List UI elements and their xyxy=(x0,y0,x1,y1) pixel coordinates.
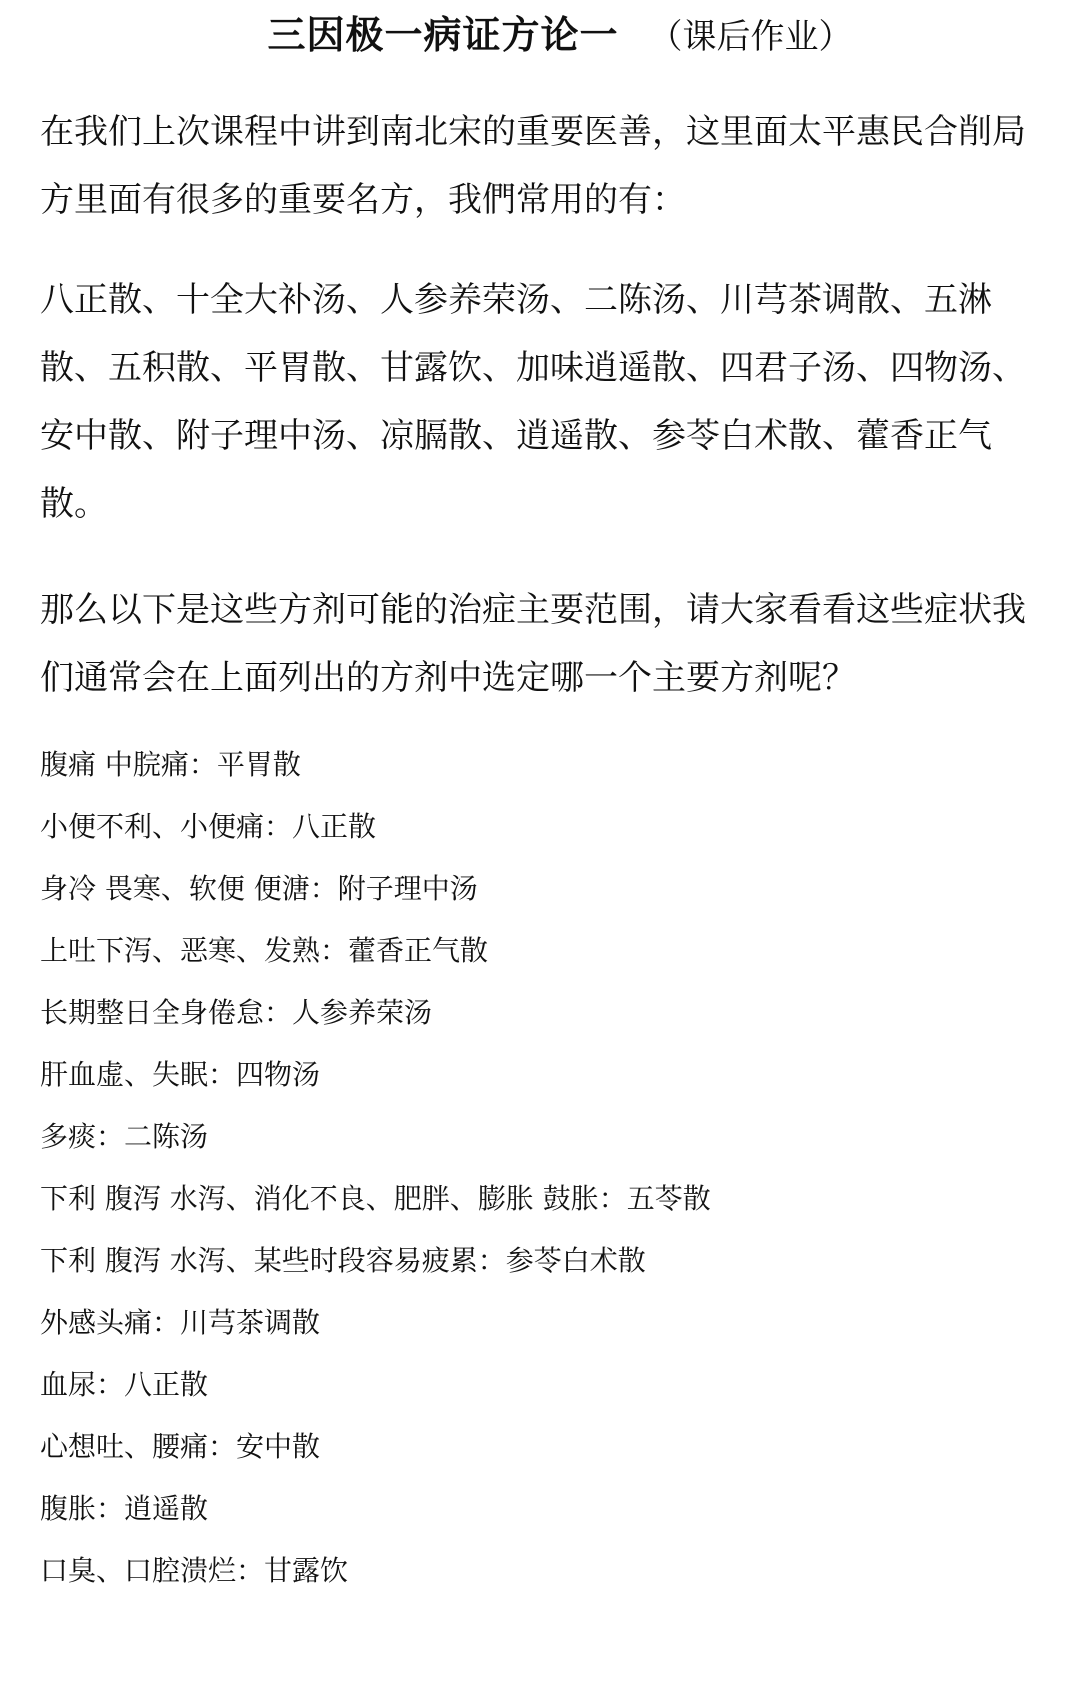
title-main: 三因极一病证方论一 xyxy=(267,13,619,57)
answer-item: 多痰：二陈汤 xyxy=(40,1120,209,1153)
answer-item: 身冷 畏寒、软便 便溏：附子理中汤 xyxy=(40,872,478,905)
answer-item: 小便不利、小便痛：八正散 xyxy=(40,810,377,843)
answer-item: 口臭、口腔溃烂：甘露饮 xyxy=(40,1554,349,1587)
formula-list-paragraph: 八正散、十全大补汤、人参养荣汤、二陈汤、川芎茶调散、五淋散、五积散、平胃散、甘露饮、加味逍遥散、四君子汤、四物汤、安中散、附子理中汤、凉膈散、逍遥散、参苓白术散、藿香正气散。 xyxy=(40,280,1026,524)
answer-item: 下利 腹泻 水泻、消化不良、肥胖、膨胀 鼓胀：五苓散 xyxy=(40,1182,711,1215)
answer-list xyxy=(40,734,1040,1602)
answer-item: 长期整日全身倦怠：人参养荣汤 xyxy=(40,996,433,1029)
question-paragraph: 那么以下是这些方剂可能的治症主要范围，请大家看看这些症状我们通常会在上面列出的方剂中选定哪一个主要方剂呢？ xyxy=(40,590,1026,698)
answer-item: 肝血虚、失眠：四物汤 xyxy=(40,1058,321,1091)
answer-item: 外感头痛：川芎茶调散 xyxy=(40,1306,321,1339)
answer-item: 腹胀：逍遥散 xyxy=(40,1492,209,1525)
answer-item: 上吐下泻、恶寒、发熟：藿香正气散 xyxy=(40,934,489,967)
title-subtitle: （课后作业） xyxy=(648,17,853,57)
intro-paragraph: 在我们上次课程中讲到南北宋的重要医善，这里面太平惠民合削局方里面有很多的重要名方，我們常用的有： xyxy=(40,112,1026,220)
answer-item: 下利 腹泻 水泻、某些时段容易疲累：参苓白术散 xyxy=(40,1244,646,1277)
answer-item: 血尿：八正散 xyxy=(40,1368,209,1401)
answer-item: 心想吐、腰痛：安中散 xyxy=(40,1430,321,1463)
page-title xyxy=(40,0,1040,64)
answer-item: 腹痛 中脘痛：平胃散 xyxy=(40,748,301,781)
